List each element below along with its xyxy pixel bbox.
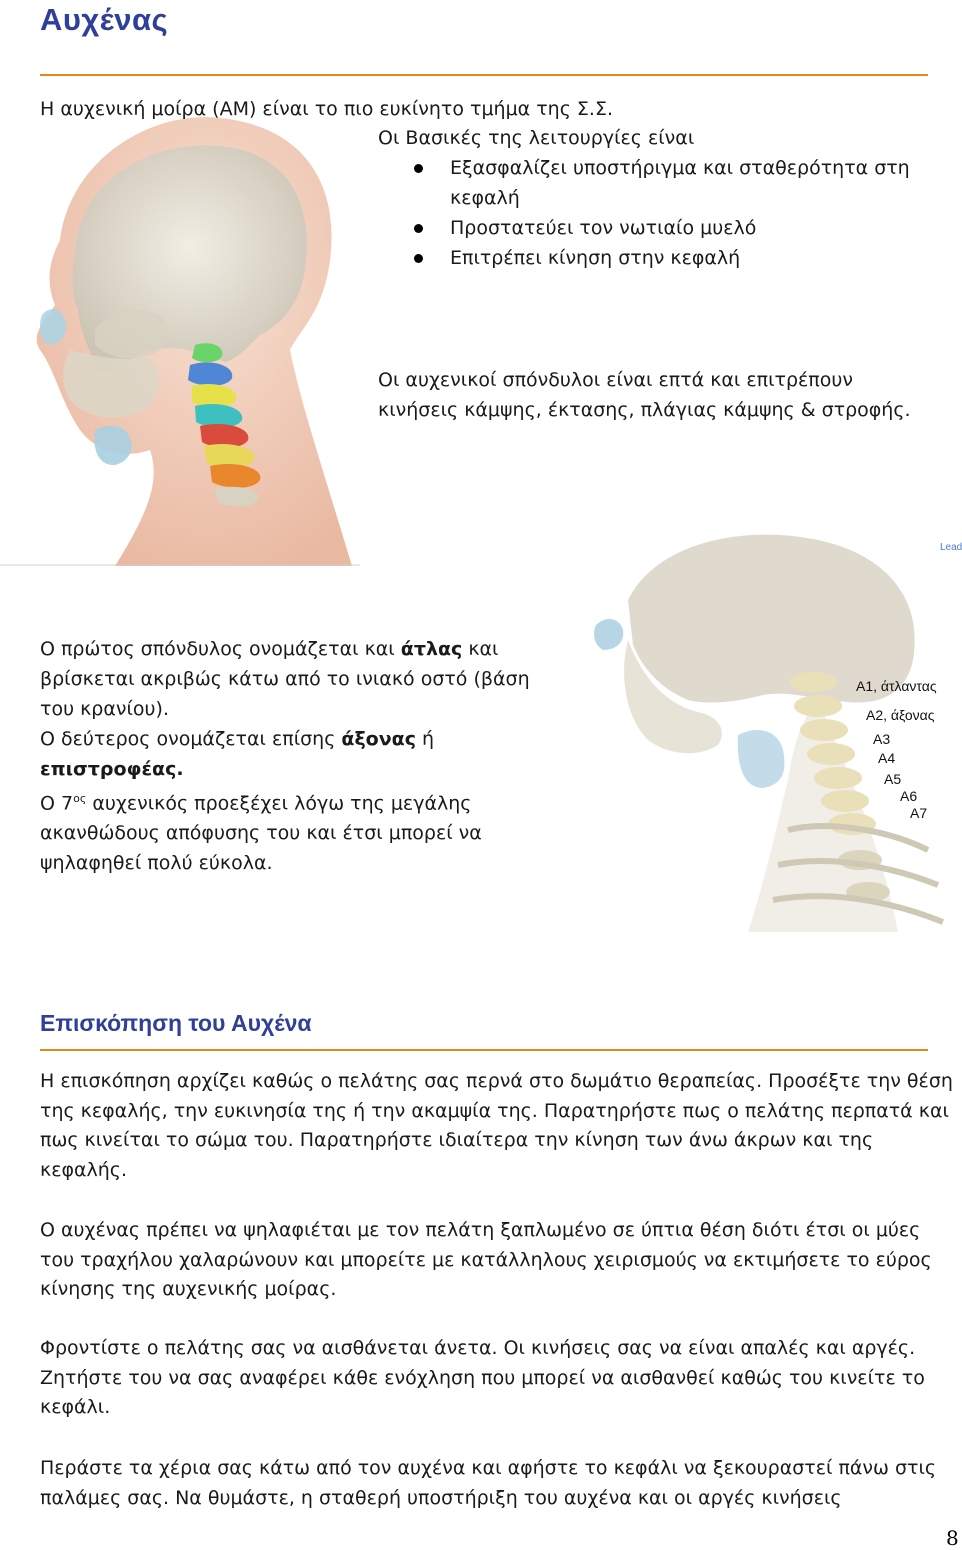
bullet-icon (414, 164, 423, 173)
overview-paragraph-4: Περάστε τα χέρια σας κάτω από τον αυχένα και αφήστε το κεφάλι να ξεκουραστεί πάνω στις παλάμες σας. Να θυμάστε, η σταθερή υποστήριξη του αυχένα και οι αργές κινήσεις (40, 1457, 937, 1509)
overview-rule (40, 1049, 928, 1051)
cervical-spine-illustration (588, 530, 950, 932)
page-number: 8 (946, 1526, 959, 1550)
atlas-description (40, 634, 565, 878)
page-title: Αυχένας (40, 2, 169, 37)
label-a4: A4 (878, 750, 896, 766)
overview-paragraph-2: Ο αυχένας πρέπει να ψηλαφιέται με τον πελάτη ξαπλωμένο σε ύπτια θέση διότι έτσι οι μύες του τραχήλου χαλαρώνουν και μπορείτε με κατάλληλους χειρισμούς να εκτιμήσετε το εύρος κίνησης της αυχενικής μοίρας. (40, 1219, 932, 1300)
atlas-term: άτλας (400, 638, 463, 660)
epistrofeas-term: επιστροφέας. (40, 758, 184, 780)
atlas-paragraph: Ο πρώτος σπόνδυλος ονομάζεται και άτλας και βρίσκεται ακριβώς κάτω από το ινιακό οστό (βάση του κρανίου). (40, 638, 530, 720)
title-rule (40, 74, 928, 76)
label-a6: A6 (900, 788, 918, 804)
bullet-icon (414, 224, 423, 233)
overview-paragraph-1: Η επισκόπηση αρχίζει καθώς ο πελάτης σας περνά στο δωμάτιο θεραπείας. Προσέξτε την θέση της κεφαλής, την ευκινησία της ή την ακαμψία της. Παρατηρήστε πως ο πελάτης περπατά και πως κινείται το σώμα του. Παρατηρήστε ιδιαίτερα την κίνηση των άνω άκρων και της κεφαλής. (40, 1070, 953, 1181)
head-spine-illustration (0, 100, 362, 566)
functions-list (378, 153, 938, 273)
bullet-icon (414, 254, 423, 263)
intro-line: Η αυχενική μοίρα (ΑΜ) είναι το πιο ευκίνητο τμήμα της Σ.Σ. (40, 98, 614, 120)
label-a1: A1, άτλαντας (856, 678, 937, 694)
axis-paragraph: Ο δεύτερος ονομάζεται επίσης άξονας ή επιστροφέας. (40, 728, 435, 780)
function-item: Εξασφαλίζει υποστήριγμα και σταθερότητα στη κεφαλή (378, 153, 938, 213)
c7-paragraph: Ο $7^{o\varsigma}$ αυχενικός προεξέχει λόγω της μεγάλης ακανθώδους απόφυσης του και έτσι μπορεί να ψηλαφηθεί πολύ εύκολα. (40, 792, 482, 875)
axis-term: άξονας (341, 728, 416, 750)
function-item: Επιτρέπει κίνηση στην κεφαλή (378, 243, 938, 273)
overview-title: Επισκόπηση του Αυχένα (40, 1010, 312, 1036)
label-a2: A2, άξονας (866, 707, 935, 723)
overview-paragraph-3: Φροντίστε ο πελάτης σας να αισθάνεται άνετα. Οι κινήσεις σας να είναι απαλές και αργές. Ζητήστε του να σας αναφέρει κάθε ενόχληση που μπορεί να αισθανθεί καθώς του κινείτε το κεφάλι. (40, 1337, 925, 1418)
label-a5: A5 (884, 771, 902, 787)
label-a7: A7 (910, 805, 928, 821)
figure-corner-mark: Lead (940, 542, 962, 553)
functions-heading: Οι Βασικές της λειτουργίες είναι (378, 127, 695, 149)
label-a3: A3 (873, 731, 891, 747)
vertebrae-text: Οι αυχενικοί σπόνδυλοι είναι επτά και επιτρέπουν κινήσεις κάμψης, έκτασης, πλάγιας κάμψης & στροφής. (378, 369, 911, 421)
function-item: Προστατεύει τον νωτιαίο μυελό (378, 213, 938, 243)
